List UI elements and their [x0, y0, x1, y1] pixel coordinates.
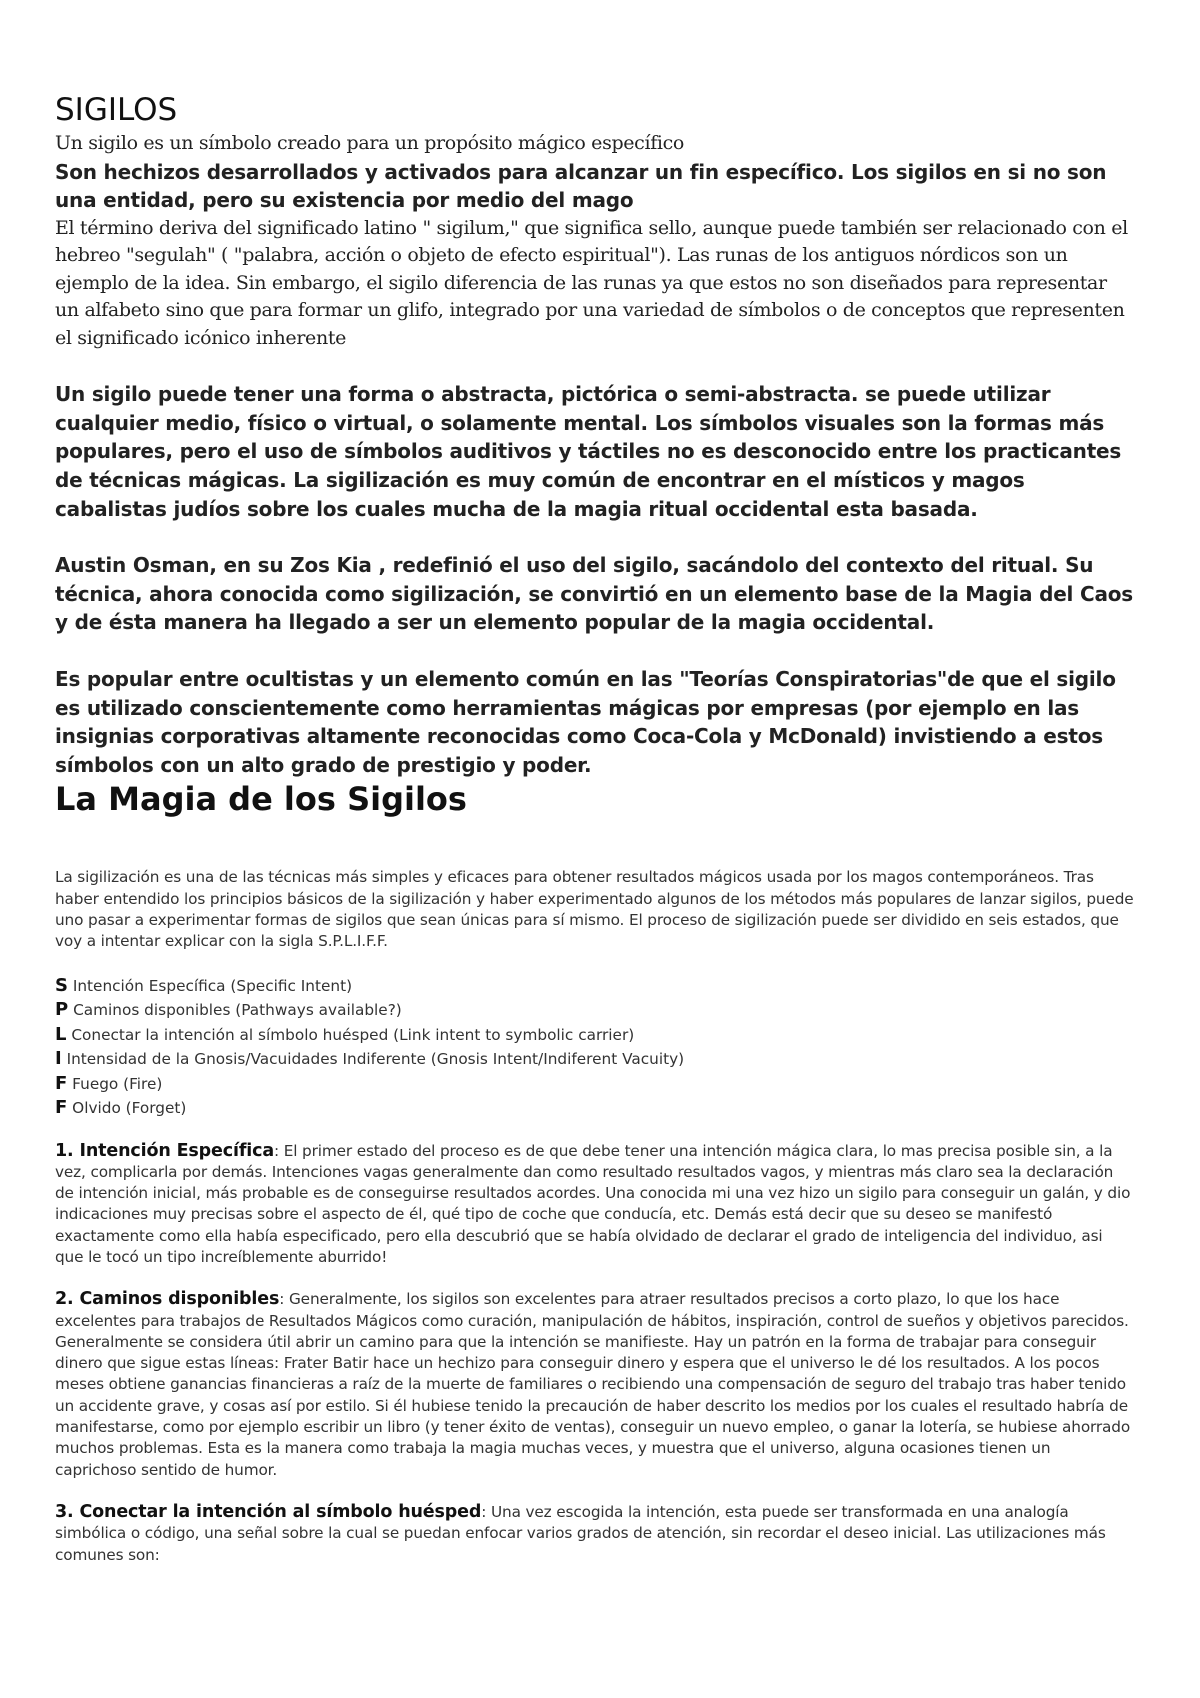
stage-item	[55, 1072, 1135, 1097]
section-link-paragraph	[55, 1502, 1135, 1566]
stage-text: Conectar la intención al símbolo huésped (Link intent to symbolic carrier)	[66, 1025, 635, 1044]
section-intent-paragraph	[55, 1141, 1135, 1269]
stage-letter: F	[55, 1097, 68, 1118]
stage-text: Olvido (Forget)	[67, 1099, 187, 1117]
stage-item	[55, 998, 1135, 1023]
section-body: : Una vez escogida la intención, esta puede ser transformada en una analogía simbólica o código, una señal sobre la cual se puedan enfocar varios grados de atención, sin recordar el deseo inicial. Las utilizaciones más comunes son:	[55, 1502, 1106, 1564]
stage-item	[55, 1023, 1135, 1048]
stage-text: Fuego (Fire)	[67, 1074, 163, 1093]
stage-text: Intención Específica (Specific Intent)	[67, 976, 353, 995]
etymology-paragraph: El término deriva del significado latino " sigilum," que significa sello, aunque puede también ser relacionado con el hebreo "segulah" ( "palabra, acción o objeto de efecto espiritual"). Las runas de los antiguos nórdicos son un ejemplo de la idea. Sin embargo, el sigilo diferencia de las runas ya que estos no son diseñados para representar un alfabeto sino que para formar un glifo, integrado por una variedad de símbolos o de conceptos que representen el significado icónico inherente	[55, 216, 1128, 349]
stage-item	[55, 974, 1135, 999]
spacer	[55, 637, 1135, 665]
document-title: SIGILOS	[55, 92, 178, 128]
section-heading: 1. Intención Específica	[55, 1140, 275, 1161]
spacer	[55, 1481, 1135, 1502]
section-body: : El primer estado del proceso es de que debe tener una intención mágica clara, lo mas precisa posible sin, a la vez, complicarla por demás. Intenciones vagas generalmente dan como resultado resultados vagos, y mientras más claro sea la declaración de intención inicial, más probable es de conseguirse resultados acordes. Una conocida mi una vez hizo un sigilo para conseguir un galán, y dio indicaciones muy precisas sobre el aspecto de él, qué tipo de coche que conducía, etc. Demás está decir que su deseo se manifestó exactamente como ella había especificado, pero ella descubrió que se había olvidado de declarar el grado de inteligencia del individuo, asi que le tocó un tipo increíblemente aburrido!	[55, 1141, 1131, 1266]
section-heading: 3. Conectar la intención al símbolo huésped	[55, 1501, 482, 1522]
conspiracy-paragraph: Es popular entre ocultistas y un elemento común en las "Teorías Conspiratorias"de que el sigilo es utilizado conscientemente como herramientas mágicas por empresas (por ejemplo en las insignias corporativas altamente reconocidas como Coca-Cola y McDonald) invistiendo a estos símbolos con un alto grado de prestigio y poder.	[55, 666, 1116, 777]
magic-section-title: La Magia de los Sigilos	[55, 780, 467, 819]
spacer	[55, 953, 1135, 974]
spacer	[55, 819, 1135, 867]
spacer	[55, 523, 1135, 551]
spliff-stage-list	[55, 974, 1135, 1121]
spacer	[55, 1121, 1135, 1141]
stage-item	[55, 1096, 1135, 1121]
section-body: : Generalmente, los sigilos son excelentes para atraer resultados precisos a corto plazo, lo que los hace excelentes para trabajos de Resultados Mágicos como curación, manipulación de hábitos, inspiración, control de sueños y objetivos parecidos. Generalmente se considera útil abrir un camino para que la intención se manifieste. Hay un patrón en la forma de trabajar para conseguir dinero que sigue estas líneas: Frater Batir hace un hechizo para conseguir dinero y espera que el universo le dé los resultados. A los pocos meses obtiene ganancias financieras a raíz de la muerte de familiares o recibiendo una compensación de seguro del trabajo tras haber tenido un accidente grave, y cosas así por estilo. Si él hubiese tenido la precaución de haber descrito los medios por los cuales el resultado habría de manifestarse, como por ejemplo escribir un libro (y tener éxito de ventas), conseguir un nuevo empleo, o ganar la lotería, se hubiese ahorrado muchos problemas. Esta es la manera como trabaja la magia muchas veces, y muestra que el universo, alguna ocasiones tienen un caprichoso sentido de humor.	[55, 1290, 1131, 1479]
document-page	[55, 90, 1135, 1566]
stage-letter: L	[55, 1023, 67, 1045]
forms-paragraph: Un sigilo puede tener una forma o abstracta, pictórica o semi-abstracta. se puede utilizar cualquier medio, físico o virtual, o solamente mental. Los símbolos visuales son la formas más populares, pero el uso de símbolos auditivos y táctiles no es desconocido entre los practicantes de técnicas mágicas. La sigilización es muy común de encontrar en el místicos y magos cabalistas judíos sobre los cuales mucha de la magia ritual occidental esta basada.	[55, 382, 1122, 521]
stage-letter: P	[55, 999, 69, 1020]
austin-osman-paragraph: Austin Osman, en su Zos Kia , redefinió el uso del sigilo, sacándolo del contexto del ritual. Su técnica, ahora conocida como sigilización, se convirtió en un elemento base de la Magia del Caos y de ésta manera ha llegado a ser un elemento popular de la magia occidental.	[55, 553, 1133, 635]
magic-intro-paragraph: La sigilización es una de las técnicas más simples y eficaces para obtener resultados mágicos usada por los magos contemporáneos. Tras haber entendido los principios básicos de la sigilización y haber experimentado algunos de los métodos más populares de lanzar sigilos, puede uno pasar a experimentar formas de sigilos que sean únicas para sí mismo. El proceso de sigilización puede ser dividido en seis estados, que voy a intentar explicar con la sigla S.P.L.I.F.F.	[55, 868, 1134, 951]
section-heading: 2. Caminos disponibles	[55, 1289, 280, 1310]
stage-letter: I	[55, 1048, 62, 1069]
bold-lead-paragraph: Son hechizos desarrollados y activados para alcanzar un fin específico. Los sigilos en si no son una entidad, pero su existencia por medio del mago	[55, 159, 1107, 213]
stage-item	[55, 1047, 1135, 1072]
spacer	[55, 352, 1135, 380]
stage-text: Caminos disponibles (Pathways available?)	[68, 1001, 402, 1019]
stage-text: Intensidad de la Gnosis/Vacuidades Indiferente (Gnosis Intent/Indiferent Vacuity)	[61, 1050, 685, 1068]
subtitle-text: Un sigilo es un símbolo creado para un propósito mágico específico	[55, 132, 684, 154]
section-pathways-paragraph	[55, 1289, 1135, 1481]
stage-letter: S	[55, 974, 68, 996]
spacer	[55, 1268, 1135, 1289]
stage-letter: F	[55, 1072, 68, 1094]
